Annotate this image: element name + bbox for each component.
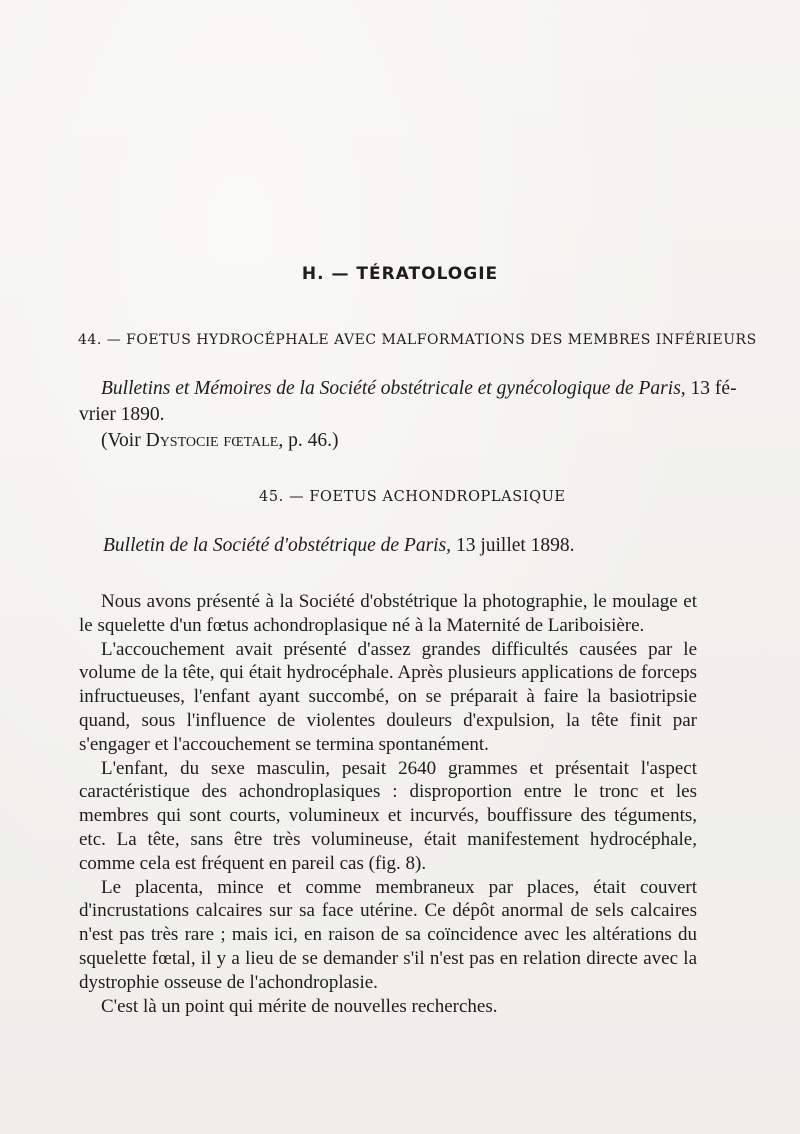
see-also-suffix: , p. 46.) [278,430,339,451]
section-title: H. — TÉRATOLOGIE [301,264,499,284]
entry-45-body [79,590,697,1018]
entry-44-reference [101,377,737,401]
entry-45-reference-journal: Bulletin de la Société d'obstétrique de Paris, [103,535,452,556]
entry-44-reference-journal: Bulletins et Mémoires de la Société obstétricale et gynécologique de Paris, [101,378,686,399]
entry-44-see-also [101,429,338,453]
body-paragraph: L'accouchement avait présenté d'assez grandes difficultés causées par le volume de la tête, qui était hydrocéphale. Après plusieurs applications de forceps infructueuses, l'enfant ayant succombé, on se préparait à faire la basiotripsie quand, sous l'influence de violentes douleurs d'expulsion, la tête finit par s'engager et l'accouchement se termina spontanément. [79,638,697,755]
entry-45-heading: 45. — FOETUS ACHONDROPLASIQUE [259,489,566,505]
body-paragraph: C'est là un point qui mérite de nouvelles recherches. [101,995,498,1017]
body-paragraph: Nous avons présenté à la Société d'obstétrique la photographie, le moulage et le squelette d'un fœtus achondroplasique né à la Maternité de Lariboisière. [79,591,697,636]
see-also-prefix: (Voir [101,430,146,451]
body-paragraph: L'enfant, du sexe masculin, pesait 2640 grammes et présentait l'aspect caractéristique des achondroplasiques : disproportion entre le tronc et les membres qui sont courts, volumineux et incurvés, bouffissure des téguments, etc. La tête, sans être très volumineuse, était manifestement hydrocéphale, comme cela est fréquent en pareil cas (fig. 8). [79,757,697,874]
entry-44-heading: 44. — FOETUS HYDROCÉPHALE AVEC MALFORMATIONS DES MEMBRES INFÉRIEURS [78,332,757,348]
entry-44-reference-date-end: vrier 1890. [79,404,165,425]
entry-44-reference-date-start: 13 fé- [690,378,737,399]
entry-45-reference-date: 13 juillet 1898. [455,535,575,556]
entry-45-reference [103,534,575,558]
see-also-title: Dystocie fœtale [145,430,279,451]
body-paragraph: Le placenta, mince et comme membraneux par places, était couvert d'incrustations calcaires sur sa face utérine. Ce dépôt anormal de sels calcaires n'est pas très rare ; mais ici, en raison de sa coïncidence avec les altérations du squelette fœtal, il y a lieu de se demander s'il n'est pas en relation directe avec la dystrophie osseuse de l'achondroplasie. [79,876,697,993]
